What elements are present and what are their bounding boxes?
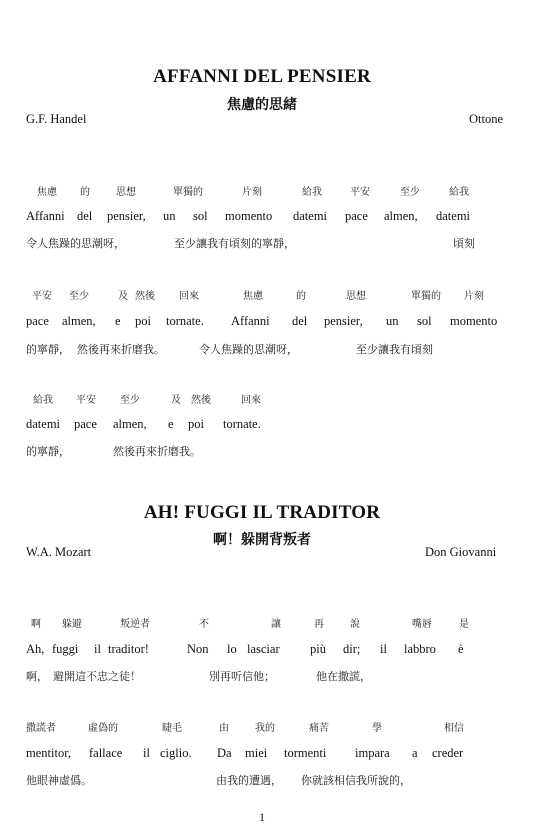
lyric-word: e (168, 417, 174, 431)
song-title: AH! FUGGI IL TRADITOR (143, 502, 381, 523)
lyric-word: tornate. (166, 314, 204, 328)
gloss-word: 平安 (76, 395, 96, 406)
gloss-word: 焦慮 (243, 291, 263, 302)
song-title: AFFANNI DEL PENSIER (153, 66, 371, 87)
translation-phrase: 令人焦躁的思潮呀， (26, 237, 125, 250)
gloss-word: 至少 (120, 395, 140, 406)
translation-phrase: 他眼神虛僞。 (26, 774, 92, 787)
lyric-word: del (292, 314, 308, 328)
lyric-word: pace (74, 417, 97, 431)
gloss-word: 是 (459, 619, 469, 630)
gloss-word: 由 (219, 723, 229, 734)
song-subtitle: 啊！躲開背叛者 (213, 532, 311, 548)
gloss-word: 回來 (241, 395, 261, 406)
lyric-word: un (386, 314, 399, 328)
lyric-word: del (77, 209, 93, 223)
gloss-word: 給我 (302, 187, 322, 198)
gloss-word: 回來 (179, 291, 199, 302)
lyric-word: datemi (293, 209, 328, 223)
translation-phrase: 至少讓我有頃刻的寧靜， (174, 237, 295, 250)
gloss-word: 躲避 (62, 619, 82, 630)
lyric-word: Affanni (26, 209, 65, 223)
gloss-word: 學 (372, 723, 382, 734)
composer: G.F. Handel (26, 112, 87, 126)
lyric-word: almen, (113, 417, 147, 431)
gloss-word: 相信 (444, 723, 464, 734)
lyric-word: impara (355, 746, 390, 760)
gloss-word: 我的 (255, 723, 275, 734)
opera-name: Ottone (469, 112, 504, 126)
lyric-word: Non (187, 642, 209, 656)
gloss-word: 平安 (32, 291, 52, 302)
song-subtitle: 焦慮的思緒 (227, 97, 297, 113)
gloss-word: 至少 (69, 291, 89, 302)
translation-phrase: 然後再來折磨我。 (113, 445, 201, 458)
gloss-word: 焦慮 (37, 187, 57, 198)
translation-phrase: 別再听信他； (209, 670, 275, 683)
lyric-word: Da (217, 746, 232, 760)
gloss-word: 說 (350, 619, 360, 630)
opera-name: Don Giovanni (425, 545, 497, 559)
lyric-word: ciglio. (160, 746, 192, 760)
gloss-word: 平安 (350, 187, 370, 198)
lyric-word: almen, (62, 314, 96, 328)
lyric-word: datemi (26, 417, 61, 431)
gloss-word: 的 (296, 291, 306, 302)
gloss-word: 撒謊者 (26, 723, 56, 734)
lyric-word: più (310, 642, 326, 656)
gloss-word: 然後 (135, 291, 155, 302)
translation-phrase: 的寧靜， (26, 343, 70, 356)
gloss-word: 啊 (31, 619, 41, 630)
lyric-word: miei (245, 746, 268, 760)
lyric-word: Affanni (231, 314, 270, 328)
lyric-word: dir; (343, 642, 361, 656)
lyric-word: traditor! (108, 642, 149, 656)
gloss-word: 不 (199, 619, 209, 630)
lyric-word: momento (225, 209, 273, 223)
lyric-word: il (94, 642, 101, 656)
gloss-word: 虛偽的 (88, 723, 118, 734)
gloss-word: 的 (80, 187, 90, 198)
lyric-word: un (163, 209, 176, 223)
gloss-word: 給我 (449, 187, 469, 198)
lyric-word: pace (345, 209, 368, 223)
gloss-word: 單獨的 (173, 187, 203, 198)
lyric-word: lasciar (247, 642, 280, 656)
translation-phrase: 啊， (26, 670, 48, 683)
lyric-word: pensier, (107, 209, 146, 223)
lyric-word: Ah, (26, 642, 45, 656)
translation-phrase: 頃刻 (453, 237, 475, 250)
translation-phrase: 避開這不忠之徒！ (53, 670, 141, 683)
gloss-word: 然後 (191, 395, 211, 406)
lyric-word: sol (417, 314, 432, 328)
lyric-word: è (458, 642, 464, 656)
page-number: 1 (259, 810, 265, 824)
lyric-word: e (115, 314, 121, 328)
gloss-word: 睫毛 (162, 723, 182, 734)
gloss-word: 單獨的 (411, 291, 441, 302)
gloss-word: 片刻 (464, 291, 484, 302)
gloss-word: 片刻 (242, 187, 262, 198)
composer: W.A. Mozart (26, 545, 92, 559)
lyric-word: labbro (404, 642, 436, 656)
gloss-word: 給我 (33, 395, 53, 406)
lyric-word: il (380, 642, 387, 656)
translation-phrase: 由我的遭遇， (216, 774, 282, 787)
translation-phrase: 然後再來折磨我。 (77, 343, 165, 356)
translation-phrase: 他在撒謊， (316, 670, 371, 683)
lyric-word: mentitor, (26, 746, 71, 760)
gloss-word: 再 (314, 619, 324, 630)
gloss-word: 至少 (400, 187, 420, 198)
translation-phrase: 你就該相信我所說的， (301, 774, 411, 787)
lyric-word: poi (135, 314, 151, 328)
lyric-word: datemi (436, 209, 471, 223)
translation-phrase: 令人焦躁的思潮呀， (199, 343, 298, 356)
lyric-word: a (412, 746, 418, 760)
lyric-word: sol (193, 209, 208, 223)
gloss-word: 及 (171, 395, 181, 406)
translation-phrase: 的寧靜， (26, 445, 70, 458)
lyric-word: fuggi (52, 642, 79, 656)
gloss-word: 思想 (346, 291, 366, 302)
lyric-word: pensier, (324, 314, 363, 328)
translation-phrase: 至少讓我有頃刻 (356, 343, 433, 356)
lyric-word: il (143, 746, 150, 760)
lyric-word: fallace (89, 746, 123, 760)
lyric-word: creder (432, 746, 464, 760)
lyric-word: pace (26, 314, 49, 328)
lyric-word: lo (227, 642, 237, 656)
lyric-word: almen, (384, 209, 418, 223)
gloss-word: 痛苦 (309, 723, 329, 734)
gloss-word: 嘴唇 (412, 619, 432, 630)
gloss-word: 思想 (116, 187, 136, 198)
lyric-word: tormenti (284, 746, 327, 760)
gloss-word: 及 (118, 291, 128, 302)
lyric-word: momento (450, 314, 498, 328)
lyric-word: tornate. (223, 417, 261, 431)
gloss-word: 讓 (271, 619, 281, 630)
gloss-word: 叛逆者 (120, 619, 150, 630)
lyric-word: poi (188, 417, 204, 431)
